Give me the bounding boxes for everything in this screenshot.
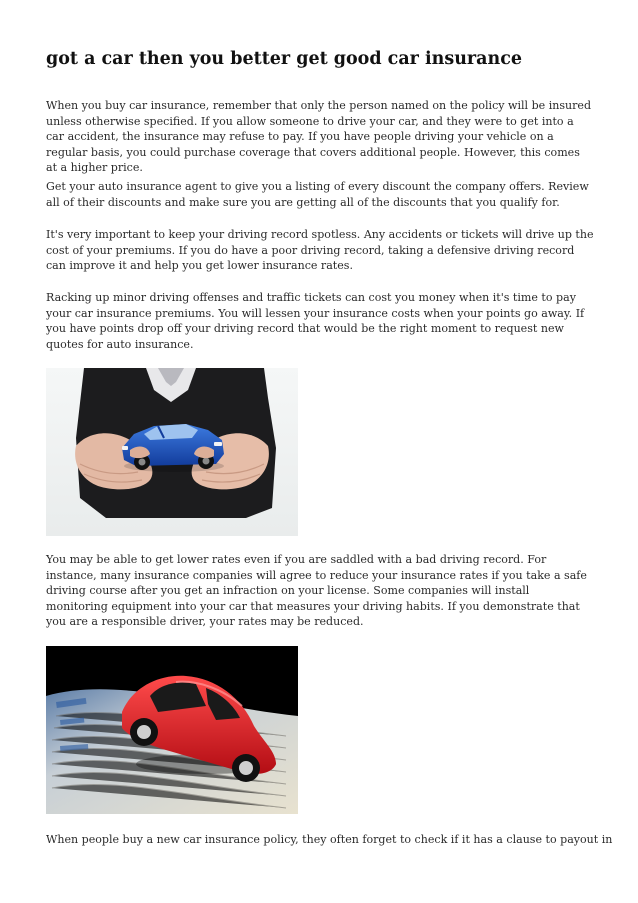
paragraph: You may be able to get lower rates even if you are saddled with a bad driving record. For instance, many insurance companies will agree to reduce your insurance rates if you take a safe driving course after you get an infraction on your license. Some companies will install monitoring equipment into your car that measures your driving habits. If you demonstrate that you are a responsible driver, your rates may be reduced.	[46, 553, 587, 629]
paragraph: When people buy a new car insurance policy, they often forget to check if it has a clause to payout in	[46, 833, 613, 846]
hands-holding-blue-toy-car-photo	[46, 368, 298, 536]
paragraph: Racking up minor driving offenses and traffic tickets can cost you money when it's time to pay your car insurance premiums. You will lessen your insurance costs when your points go away. If you have points drop off your driving record that would be the right moment to request new quotes for auto insurance.	[46, 291, 585, 351]
paragraph: It's very important to keep your driving record spotless. Any accidents or tickets will drive up the cost of your premiums. If you do have a poor driving record, taking a defensive driving record can improve it and help you get lower insurance rates.	[46, 228, 594, 273]
paragraph: When you buy car insurance, remember that only the person named on the policy will be insured unless otherwise specified. If you allow someone to drive your car, and they were to get into a car accident, the insurance may refuse to pay. If you have people driving your vehicle on a regular basis, you could purchase coverage that covers additional people. However, this comes at a higher price.	[46, 99, 592, 175]
paragraph: Get your auto insurance agent to give you a listing of every discount the company offers. Review all of their discounts and make sure you are getting all of the discounts that you qualify for.	[46, 180, 589, 209]
red-toy-car-on-newspaper-photo	[46, 646, 298, 814]
page-title: got a car then you better get good car insurance	[46, 49, 523, 69]
